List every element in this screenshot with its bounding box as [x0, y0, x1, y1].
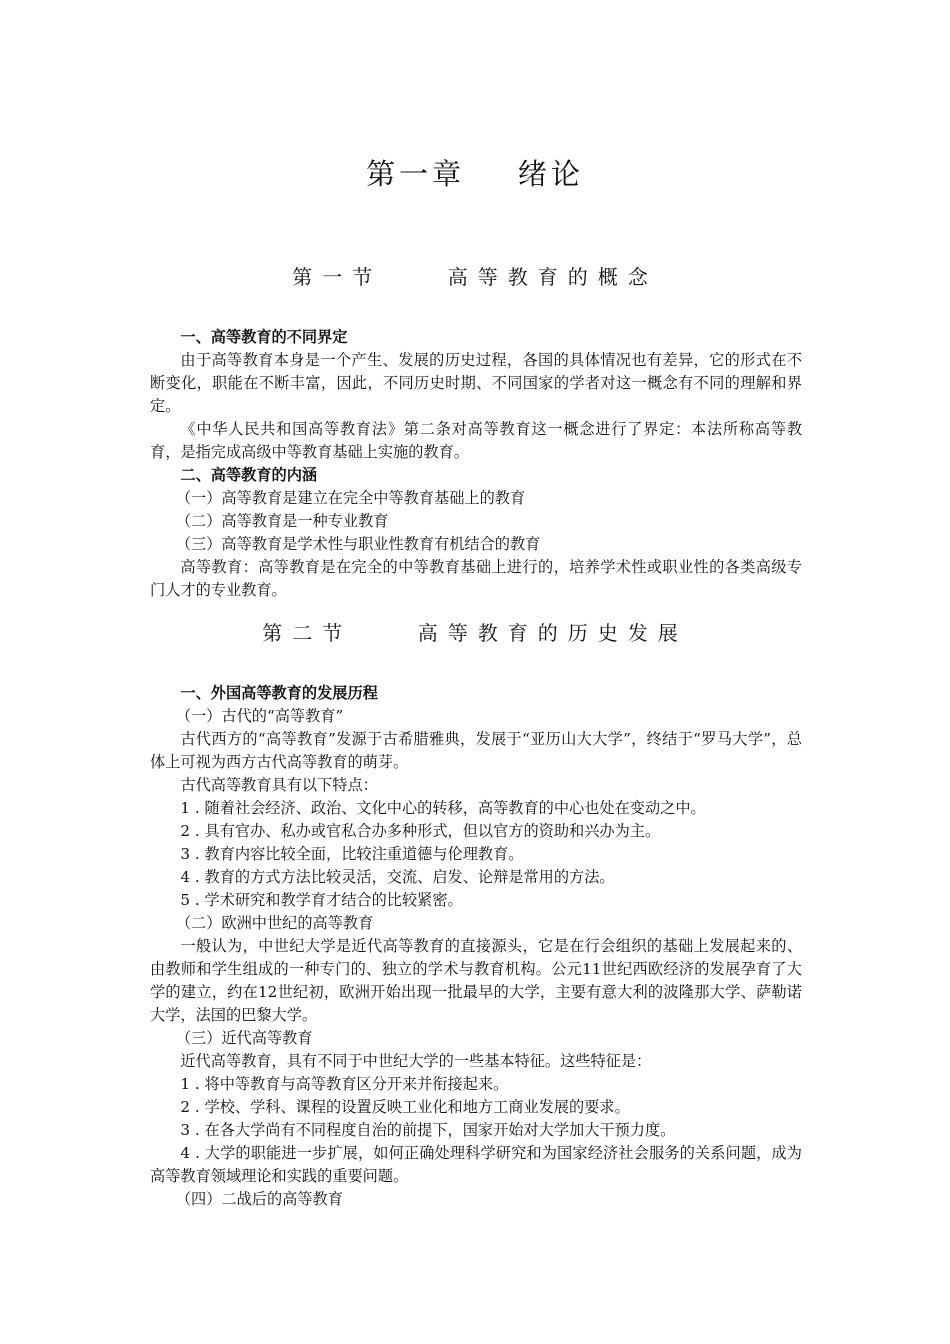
paragraph: 高等教育：高等教育是在完全的中等教育基础上进行的，培养学术性或职业性的各类高级专门人才的专业教育。 — [150, 558, 802, 599]
subheading: （三）近代高等教育 — [175, 1029, 313, 1047]
subheading: （二）欧洲中世纪的高等教育 — [175, 914, 374, 932]
paragraph: 2 . 具有官办、私办或官私合办多种形式，但以官方的资助和兴办为主。 — [180, 822, 661, 840]
paragraph: 古代西方的“高等教育”发源于古希腊雅典，发展于“亚历山大大学”，终结于“罗马大学”，总体上可视为西方古代高等教育的萌芽。 — [150, 730, 802, 771]
paragraph: 1 . 将中等教育与高等教育区分开来并衔接起来。 — [180, 1075, 509, 1093]
paragraph: 由于高等教育本身是一个产生、发展的历史过程，各国的具体情况也有差异，它的形式在不断变化，职能在不断丰富，因此，不同历史时期、不同国家的学者对这一概念有不同的理解和界定。 — [150, 351, 802, 415]
paragraph: 古代高等教育具有以下特点： — [180, 776, 378, 794]
paragraph: 2 . 学校、学科、课程的设置反映工业化和地方工商业发展的要求。 — [180, 1098, 630, 1116]
subheading: （二）高等教育是一种专业教育 — [175, 512, 389, 530]
subheading: （三）高等教育是学术性与职业性教育有机结合的教育 — [175, 535, 541, 553]
subheading: （四）二战后的高等教育 — [175, 1190, 343, 1208]
section-body — [150, 326, 802, 602]
section-title: 第二节 高等教育的历史发展 — [262, 621, 688, 645]
subheading: （一）高等教育是建立在完全中等教育基础上的教育 — [175, 489, 526, 507]
paragraph: 1 . 随着社会经济、政治、文化中心的转移，高等教育的中心也处在变动之中。 — [180, 799, 706, 817]
paragraph: 《中华人民共和国高等教育法》第二条对高等教育这一概念进行了界定：本法所称高等教育，是指完成高级中等教育基础上实施的教育。 — [150, 420, 802, 461]
paragraph: 近代高等教育，具有不同于中世纪大学的一些基本特征。这些特征是： — [180, 1052, 652, 1070]
paragraph: 4 . 大学的职能进一步扩展，如何正确处理科学研究和为国家经济社会服务的关系问题，成为高等教育领域理论和实践的重要问题。 — [150, 1144, 802, 1185]
section-body — [150, 682, 802, 1211]
chapter-title: 第一章 绪论 — [366, 157, 584, 191]
paragraph: 5 . 学术研究和教学育才结合的比较紧密。 — [180, 891, 463, 909]
section-heading: 二、高等教育的内涵 — [180, 466, 318, 484]
section-heading: 一、高等教育的不同界定 — [180, 328, 348, 346]
section-title: 第一节 高等教育的概念 — [292, 265, 658, 289]
paragraph: 4 . 教育的方式方法比较灵活，交流、启发、论辩是常用的方法。 — [180, 868, 615, 886]
subheading: （一）古代的“高等教育” — [175, 707, 344, 725]
paragraph: 一般认为，中世纪大学是近代高等教育的直接源头，它是在行会组织的基础上发展起来的、由教师和学生组成的一种专门的、独立的学术与教育机构。公元11世纪西欧经济的发展孕育了大学的建立，约在12世纪初，欧洲开始出现一批最早的大学，主要有意大利的波隆那大学、萨勒诺大学，法国的巴黎大学。 — [150, 937, 802, 1024]
paragraph: 3 . 在各大学尚有不同程度自治的前提下，国家开始对大学加大干预力度。 — [180, 1121, 676, 1139]
section-heading: 一、外国高等教育的发展历程 — [180, 684, 378, 702]
paragraph: 3 . 教育内容比较全面，比较注重道德与伦理教育。 — [180, 845, 524, 863]
